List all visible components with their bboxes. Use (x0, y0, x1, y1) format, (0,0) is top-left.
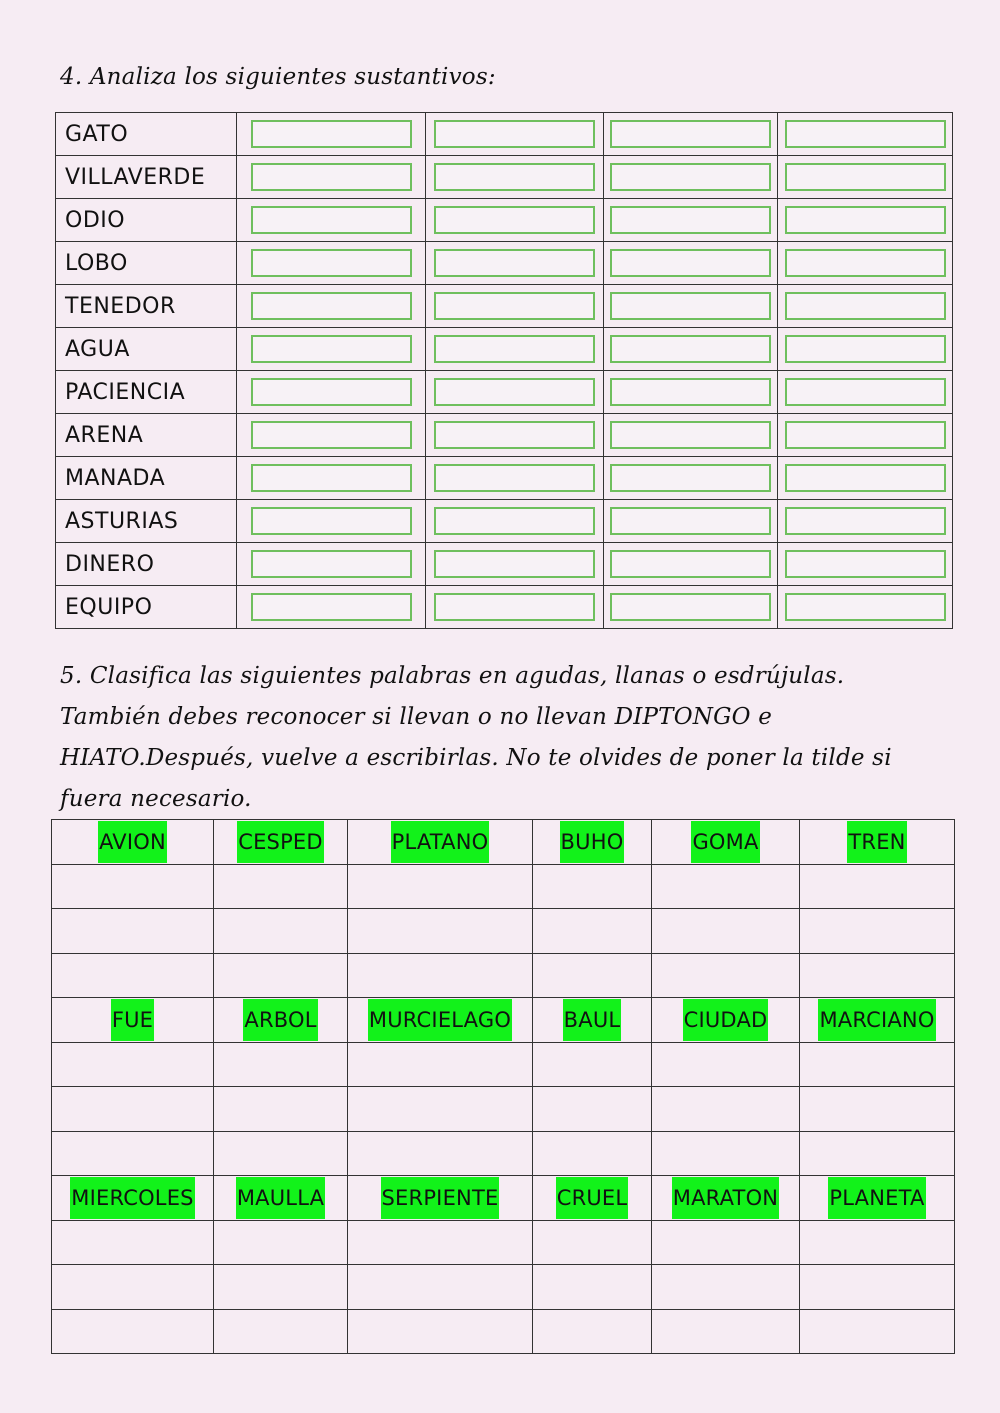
answer-cell (778, 156, 953, 199)
answer-cell[interactable] (652, 909, 800, 954)
answer-input[interactable] (434, 163, 595, 191)
word-cell (533, 1176, 652, 1221)
noun-row (56, 414, 953, 457)
answer-cell[interactable] (533, 1220, 652, 1265)
highlighted-word: MARCIANO (818, 999, 935, 1041)
highlighted-word: FUE (111, 999, 154, 1041)
highlighted-word: MARATON (672, 1177, 779, 1219)
answer-cell[interactable] (348, 1087, 533, 1132)
highlighted-word: TREN (847, 821, 906, 863)
answer-cell (426, 371, 604, 414)
noun-row (56, 500, 953, 543)
answer-cell (604, 543, 778, 586)
answer-input[interactable] (434, 464, 595, 492)
answer-input[interactable] (785, 292, 946, 320)
highlighted-word: ARBOL (243, 999, 317, 1041)
answer-cell[interactable] (652, 1220, 800, 1265)
answer-cell (426, 242, 604, 285)
answer-cell[interactable] (533, 1309, 652, 1354)
noun-row (56, 371, 953, 414)
answer-cell (426, 457, 604, 500)
word-cell (214, 998, 348, 1043)
word-header-row (52, 1176, 955, 1221)
answer-cell (237, 199, 426, 242)
answer-cell[interactable] (800, 1131, 955, 1176)
answer-cell (604, 285, 778, 328)
highlighted-word: SERPIENTE (381, 1177, 500, 1219)
answer-cell[interactable] (52, 1131, 214, 1176)
answer-cell[interactable] (52, 1220, 214, 1265)
answer-input[interactable] (434, 507, 595, 535)
noun-row (56, 242, 953, 285)
answer-cell (237, 457, 426, 500)
answer-input[interactable] (434, 292, 595, 320)
noun-label: DINERO (56, 543, 237, 586)
answer-cell (426, 586, 604, 629)
answer-cell[interactable] (533, 1265, 652, 1310)
answer-cell[interactable] (214, 1265, 348, 1310)
answer-cell[interactable] (348, 909, 533, 954)
answer-input[interactable] (251, 163, 412, 191)
noun-label: PACIENCIA (56, 371, 237, 414)
answer-cell (604, 457, 778, 500)
word-cell (533, 998, 652, 1043)
noun-label: ODIO (56, 199, 237, 242)
answer-input[interactable] (785, 378, 946, 406)
answer-cell[interactable] (52, 1309, 214, 1354)
answer-cell (237, 371, 426, 414)
answer-cell[interactable] (214, 1042, 348, 1087)
answer-row (52, 1309, 955, 1354)
answer-cell (237, 328, 426, 371)
answer-cell (426, 156, 604, 199)
answer-cell (778, 500, 953, 543)
answer-cell (426, 328, 604, 371)
noun-label: TENEDOR (56, 285, 237, 328)
answer-cell[interactable] (800, 1042, 955, 1087)
answer-cell (778, 543, 953, 586)
answer-input[interactable] (610, 249, 771, 277)
answer-cell[interactable] (533, 1042, 652, 1087)
answer-input[interactable] (610, 206, 771, 234)
highlighted-word: CIUDAD (683, 999, 769, 1041)
answer-cell (237, 285, 426, 328)
answer-cell (604, 371, 778, 414)
answer-input[interactable] (251, 507, 412, 535)
exercise-5-instructions: 5. Clasifica las siguientes palabras en agudas, llanas o esdrújulas. También debes reconocer si llevan o no llevan DIPTONGO e HIATO.Después, vuelve a escribirlas. No te olvides de poner la tilde si fuera necesario. (60, 663, 892, 812)
answer-cell (237, 113, 426, 156)
answer-input[interactable] (434, 206, 595, 234)
answer-input[interactable] (785, 507, 946, 535)
answer-input[interactable] (785, 206, 946, 234)
answer-input[interactable] (785, 163, 946, 191)
answer-cell (604, 199, 778, 242)
highlighted-word: GOMA (691, 821, 759, 863)
word-cell (348, 820, 533, 865)
noun-row (56, 156, 953, 199)
answer-input[interactable] (610, 335, 771, 363)
answer-input[interactable] (434, 335, 595, 363)
word-cell (214, 820, 348, 865)
answer-cell[interactable] (533, 864, 652, 909)
answer-cell (426, 414, 604, 457)
answer-cell (604, 113, 778, 156)
word-cell (800, 820, 955, 865)
answer-row (52, 909, 955, 954)
highlighted-word: AVION (98, 821, 167, 863)
answer-input[interactable] (434, 378, 595, 406)
answer-cell (778, 242, 953, 285)
answer-cell[interactable] (533, 1087, 652, 1132)
answer-cell (604, 500, 778, 543)
answer-cell (778, 285, 953, 328)
answer-cell[interactable] (652, 953, 800, 998)
answer-input[interactable] (434, 120, 595, 148)
word-cell (800, 1176, 955, 1221)
answer-cell[interactable] (348, 1042, 533, 1087)
answer-input[interactable] (610, 163, 771, 191)
answer-cell (604, 328, 778, 371)
answer-cell[interactable] (52, 1087, 214, 1132)
answer-input[interactable] (251, 335, 412, 363)
answer-cell (426, 113, 604, 156)
answer-cell (237, 414, 426, 457)
answer-input[interactable] (785, 593, 946, 621)
answer-cell[interactable] (652, 1309, 800, 1354)
noun-label: MANADA (56, 457, 237, 500)
answer-cell[interactable] (214, 1220, 348, 1265)
highlighted-word: CESPED (237, 821, 324, 863)
answer-row (52, 1131, 955, 1176)
answer-cell (778, 371, 953, 414)
word-cell (652, 820, 800, 865)
word-header-row (52, 820, 955, 865)
answer-cell (237, 586, 426, 629)
answer-cell[interactable] (800, 1265, 955, 1310)
word-header-row (52, 998, 955, 1043)
answer-cell (426, 285, 604, 328)
word-cell (52, 820, 214, 865)
answer-input[interactable] (785, 249, 946, 277)
highlighted-word: PLANETA (828, 1177, 925, 1219)
word-cell (52, 998, 214, 1043)
answer-cell[interactable] (652, 1087, 800, 1132)
answer-row (52, 1087, 955, 1132)
answer-input[interactable] (434, 421, 595, 449)
answer-input[interactable] (610, 292, 771, 320)
noun-label: VILLAVERDE (56, 156, 237, 199)
answer-input[interactable] (251, 206, 412, 234)
answer-cell[interactable] (800, 1220, 955, 1265)
answer-input[interactable] (785, 421, 946, 449)
answer-cell (237, 543, 426, 586)
answer-cell[interactable] (52, 1265, 214, 1310)
answer-input[interactable] (251, 292, 412, 320)
noun-row (56, 586, 953, 629)
answer-cell (237, 242, 426, 285)
answer-cell (604, 586, 778, 629)
answer-input[interactable] (785, 550, 946, 578)
answer-input[interactable] (785, 120, 946, 148)
answer-cell (604, 414, 778, 457)
word-cell (52, 1176, 214, 1221)
word-cell (533, 820, 652, 865)
answer-input[interactable] (434, 550, 595, 578)
answer-input[interactable] (251, 593, 412, 621)
answer-cell[interactable] (348, 1220, 533, 1265)
answer-row (52, 1042, 955, 1087)
answer-input[interactable] (785, 335, 946, 363)
answer-cell[interactable] (652, 864, 800, 909)
word-cell (348, 1176, 533, 1221)
word-cell (652, 998, 800, 1043)
answer-cell (237, 500, 426, 543)
highlighted-word: MURCIELAGO (368, 999, 512, 1041)
answer-cell[interactable] (214, 953, 348, 998)
answer-input[interactable] (610, 120, 771, 148)
answer-input[interactable] (610, 464, 771, 492)
exercise-4-title: 4. Analiza los siguientes sustantivos: (60, 64, 496, 90)
answer-cell[interactable] (652, 1265, 800, 1310)
answer-input[interactable] (610, 593, 771, 621)
answer-cell[interactable] (800, 1309, 955, 1354)
answer-cell (778, 113, 953, 156)
answer-cell[interactable] (52, 864, 214, 909)
answer-cell[interactable] (652, 1131, 800, 1176)
answer-cell[interactable] (214, 1087, 348, 1132)
word-cell (348, 998, 533, 1043)
answer-cell[interactable] (533, 953, 652, 998)
word-cell (214, 1176, 348, 1221)
answer-row (52, 1220, 955, 1265)
answer-cell (604, 242, 778, 285)
answer-cell (778, 199, 953, 242)
answer-cell (778, 328, 953, 371)
answer-cell[interactable] (652, 1042, 800, 1087)
highlighted-word: CRUEL (556, 1177, 629, 1219)
answer-cell (778, 457, 953, 500)
noun-label: LOBO (56, 242, 237, 285)
answer-cell[interactable] (800, 909, 955, 954)
answer-cell (604, 156, 778, 199)
answer-cell[interactable] (348, 864, 533, 909)
noun-row (56, 328, 953, 371)
answer-input[interactable] (251, 378, 412, 406)
answer-input[interactable] (251, 249, 412, 277)
answer-cell[interactable] (52, 953, 214, 998)
answer-row (52, 953, 955, 998)
answer-input[interactable] (251, 550, 412, 578)
word-cell (652, 1176, 800, 1221)
answer-input[interactable] (251, 421, 412, 449)
answer-row (52, 864, 955, 909)
answer-cell[interactable] (214, 1131, 348, 1176)
answer-cell (778, 414, 953, 457)
answer-cell[interactable] (52, 909, 214, 954)
answer-cell (778, 586, 953, 629)
answer-row (52, 1265, 955, 1310)
noun-row (56, 457, 953, 500)
answer-input[interactable] (434, 593, 595, 621)
answer-cell[interactable] (800, 953, 955, 998)
noun-row (56, 199, 953, 242)
noun-label: ARENA (56, 414, 237, 457)
answer-cell[interactable] (348, 1131, 533, 1176)
answer-cell[interactable] (533, 1131, 652, 1176)
answer-cell (426, 199, 604, 242)
answer-cell[interactable] (52, 1042, 214, 1087)
answer-cell[interactable] (348, 1265, 533, 1310)
nouns-analysis-table (55, 112, 953, 629)
answer-cell[interactable] (533, 909, 652, 954)
noun-label: ASTURIAS (56, 500, 237, 543)
answer-cell (426, 500, 604, 543)
highlighted-word: PLATANO (391, 821, 490, 863)
answer-cell[interactable] (214, 909, 348, 954)
highlighted-word: BAUL (563, 999, 622, 1041)
answer-cell[interactable] (214, 864, 348, 909)
highlighted-word: MAULLA (236, 1177, 325, 1219)
answer-cell (426, 543, 604, 586)
answer-input[interactable] (610, 421, 771, 449)
answer-input[interactable] (251, 464, 412, 492)
answer-cell[interactable] (800, 1087, 955, 1132)
word-cell (800, 998, 955, 1043)
answer-cell[interactable] (214, 1309, 348, 1354)
answer-input[interactable] (610, 550, 771, 578)
highlighted-word: BUHO (560, 821, 625, 863)
answer-cell[interactable] (800, 864, 955, 909)
highlighted-word: MIERCOLES (70, 1177, 194, 1219)
answer-input[interactable] (251, 120, 412, 148)
noun-label: EQUIPO (56, 586, 237, 629)
answer-cell (237, 156, 426, 199)
word-classification-table (51, 819, 955, 1354)
answer-input[interactable] (434, 249, 595, 277)
answer-cell[interactable] (348, 953, 533, 998)
noun-row (56, 543, 953, 586)
answer-input[interactable] (610, 507, 771, 535)
answer-input[interactable] (610, 378, 771, 406)
noun-label: AGUA (56, 328, 237, 371)
noun-label: GATO (56, 113, 237, 156)
answer-cell[interactable] (348, 1309, 533, 1354)
noun-row (56, 113, 953, 156)
answer-input[interactable] (785, 464, 946, 492)
noun-row (56, 285, 953, 328)
